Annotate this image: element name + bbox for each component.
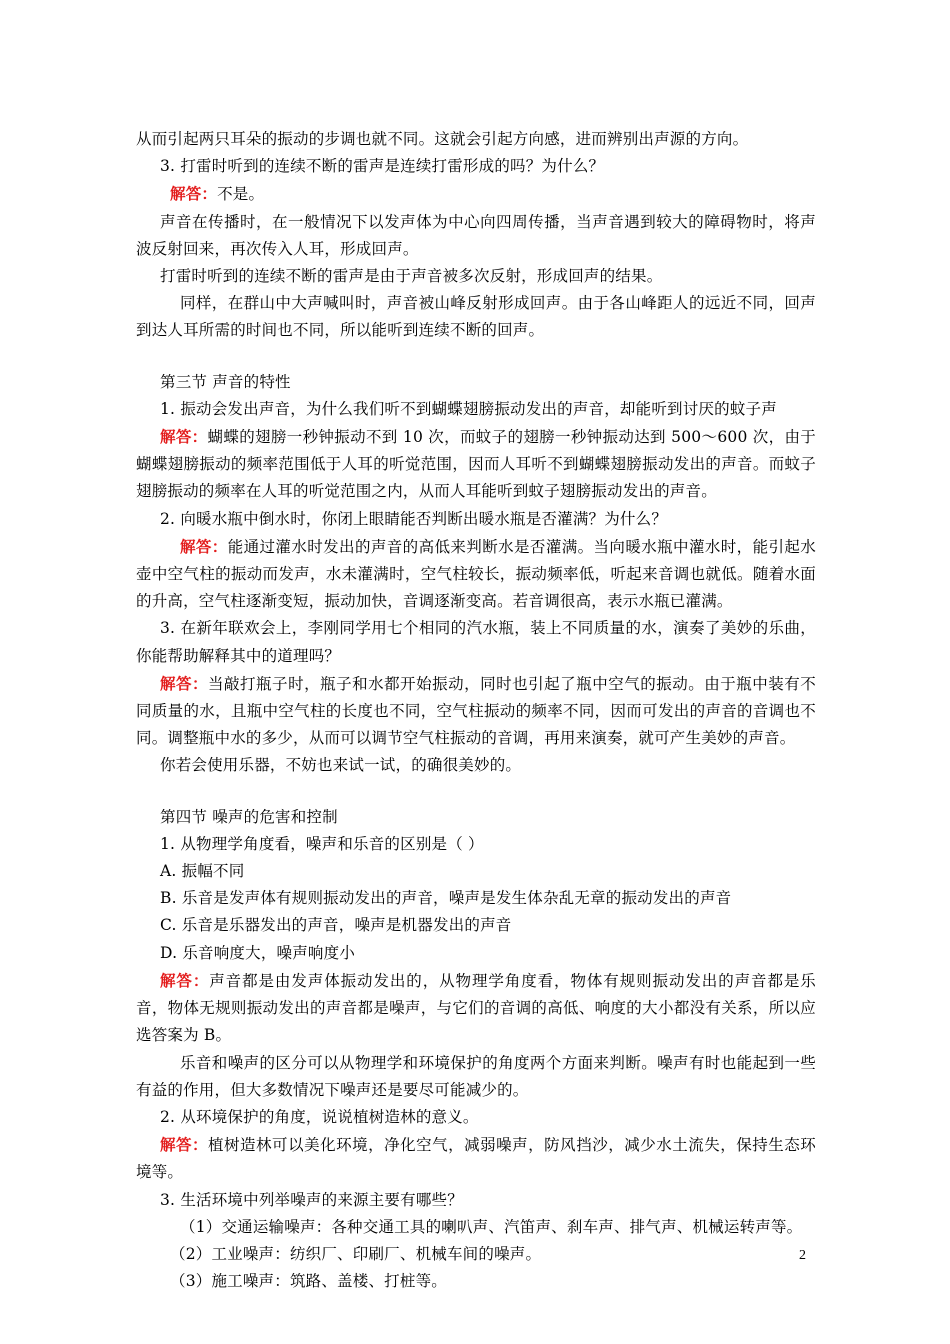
paragraph: 打雷时听到的连续不断的雷声是由于声音被多次反射，形成回声的结果。 [160, 267, 663, 286]
answer [136, 967, 816, 1050]
answer [136, 180, 816, 208]
answer [136, 533, 816, 616]
option-d: D. 乐音响度大，噪声响度小 [160, 943, 356, 962]
section-heading: 第四节 噪声的危害和控制 [160, 807, 338, 826]
text-line: 从而引起两只耳朵的振动的步调也就不同。这就会引起方向感，进而辨别出声源的方向。 [136, 130, 749, 148]
answer-text: 能通过灌水时发出的声音的高低来判断水是否灌满。当向暖水瓶中灌水时，能引起水壶中空气柱的振动而发声，水未灌满时，空气柱较长，振动频率低，听起来音调也就低。随着水面的升高，空气柱逐渐变短，振动加快，音调逐渐变高。若音调很高，表示水瓶已灌满。 [136, 537, 816, 611]
question: 2. 向暖水瓶中倒水时，你闭上眼睛能否判断出暖水瓶是否灌满？为什么？ [160, 509, 668, 528]
answer-label: 解答： [160, 673, 209, 693]
document-body [136, 126, 816, 1295]
paragraph: 同样，在群山中大声喊叫时，声音被山峰反射形成回声。由于各山峰距人的远近不同，回声到达人耳所需的时间也不同，所以能听到连续不断的回声。 [136, 294, 816, 340]
list-item: （1）交通运输噪声：各种交通工具的喇叭声、汽笛声、刹车声、排气声、机械运转声等。 [180, 1217, 803, 1236]
paragraph: 乐音和噪声的区分可以从物理学和环境保护的角度两个方面来判断。噪声有时也能起到一些有益的作用，但大多数情况下噪声还是要尽可能减少的。 [136, 1053, 816, 1099]
question: 2. 从环境保护的角度，说说植树造林的意义。 [160, 1107, 479, 1126]
list-item: （2）工业噪声：纺织厂、印刷厂、机械车间的噪声。 [170, 1244, 542, 1263]
answer-text: 植树造林可以美化环境，净化空气，减弱噪声，防风挡沙，减少水土流失，保持生态环境等。 [136, 1136, 816, 1182]
answer-label: 解答： [160, 427, 208, 447]
paragraph: 你若会使用乐器，不妨也来试一试，的确很美妙的。 [160, 756, 522, 775]
answer-text: 声音都是由发声体振动发出的，从物理学角度看，物体有规则振动发出的声音都是乐音，物体无规则振动发出的声音都是噪声，与它们的音调的高低、响度的大小都没有关系，所以应选答案为 B。 [136, 971, 817, 1045]
list-item: （3）施工噪声：筑路、盖楼、打桩等。 [170, 1272, 447, 1291]
answer [136, 670, 816, 753]
question: 1. 从物理学角度看，噪声和乐音的区别是（ ） [160, 834, 484, 853]
question: 3. 打雷时听到的连续不断的雷声是连续打雷形成的吗？为什么？ [160, 157, 605, 176]
question: 3. 在新年联欢会上，李刚同学用七个相同的汽水瓶，装上不同质量的水，演奏了美妙的乐曲，你能帮助解释其中的道理吗？ [136, 619, 816, 665]
answer-label: 解答： [170, 184, 218, 204]
answer-text: 蝴蝶的翅膀一秒钟振动不到 10 次，而蚊子的翅膀一秒钟振动达到 500～600 次，由于蝴蝶翅膀振动的频率范围低于人耳的听觉范围，因而人耳听不到蝴蝶翅膀振动发出的声音。而蚊子翅膀振动的频率在人耳的听觉范围之内，从而人耳能听到蚊子翅膀振动发出的声音。 [136, 428, 816, 501]
answer-text: 当敲打瓶子时，瓶子和水都开始振动，同时也引起了瓶中空气的振动。由于瓶中装有不同质量的水，且瓶中空气柱的长度也不同，空气柱振动的频率不同，因而可发出的声音的音调也不同。调整瓶中水的多少，从而可以调节空气柱振动的音调，再用来演奏，就可产生美妙的声音。 [136, 674, 816, 748]
answer-label: 解答： [160, 970, 210, 990]
answer-label: 解答： [180, 536, 228, 556]
question: 3. 生活环境中列举噪声的来源主要有哪些？ [160, 1190, 463, 1209]
section-heading: 第三节 声音的特性 [160, 372, 291, 391]
answer [136, 423, 816, 506]
answer [136, 1131, 816, 1186]
spacer [136, 780, 816, 804]
answer-label: 解答： [160, 1135, 209, 1155]
answer-text: 不是。 [217, 185, 265, 204]
option-a: A. 振幅不同 [160, 862, 245, 881]
option-b: B. 乐音是发声体有规则振动发出的声音，噪声是发生体杂乱无章的振动发出的声音 [160, 889, 732, 908]
spacer [136, 345, 816, 369]
page-number: 2 [799, 1248, 806, 1263]
option-c: C. 乐音是乐器发出的声音，噪声是机器发出的声音 [160, 916, 512, 935]
paragraph: 声音在传播时，在一般情况下以发声体为中心向四周传播，当声音遇到较大的障碍物时，将声波反射回来，再次传入人耳，形成回声。 [136, 212, 816, 258]
question: 1. 振动会发出声音，为什么我们听不到蝴蝶翅膀振动发出的声音，却能听到讨厌的蚊子声 [160, 399, 777, 418]
